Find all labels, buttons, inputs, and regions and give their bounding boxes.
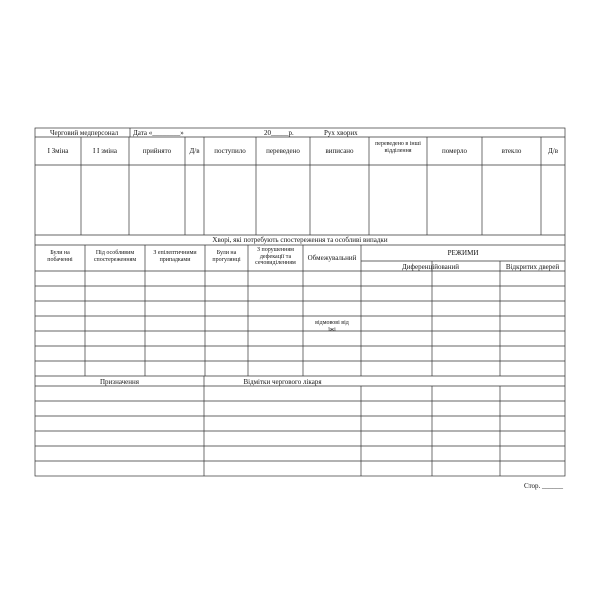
prescriptions-label: Призначення (100, 378, 139, 386)
observation-title: Хворі, які потребують спостереження та особливі випадки (212, 236, 388, 244)
col-transferred-other: переведено в інші відділення (375, 141, 421, 154)
patient-movement-label: Рух хворих (324, 129, 358, 137)
col-died: померло (441, 147, 468, 155)
col-escaped: втекло (501, 147, 522, 155)
col-dv-2: Д/в (547, 147, 559, 155)
page-number: Стор. ______ (524, 482, 564, 490)
col-shift-1: I Зміна (47, 147, 69, 155)
col-special-observation: Під особливим спостереженням (93, 250, 137, 263)
col-arrived: поступило (214, 147, 246, 155)
col-admitted: прийнято (142, 147, 172, 155)
staff-label: Черговий медперсонал (50, 129, 119, 137)
year-field: 20_____р. (264, 129, 294, 137)
col-discharged: виписано (325, 147, 354, 155)
col-dv-1: Д/в (189, 147, 200, 155)
col-transferred: переведено (266, 147, 300, 155)
doctor-notes-label: Відмітки чергового лікаря (243, 378, 322, 386)
regimes-title: РЕЖИМИ (447, 249, 479, 257)
col-defecation: З порушенням дефекації та сечовиділенням (255, 247, 296, 266)
col-epileptic: З епілептичними припадками (153, 250, 197, 263)
regime-differentiated: Диференційований (401, 263, 459, 271)
date-field: Дата «________» (133, 129, 184, 137)
col-walk: Були на прогулянці (212, 250, 241, 263)
refused-food-note: відмовові від їжі (315, 320, 349, 333)
col-restrictive: Обмежувальний (307, 254, 357, 262)
col-shift-2: I I зміна (92, 147, 118, 155)
col-visited: Були на побаченні (47, 250, 73, 263)
regime-open-doors: Відкритих дверей (505, 263, 560, 271)
